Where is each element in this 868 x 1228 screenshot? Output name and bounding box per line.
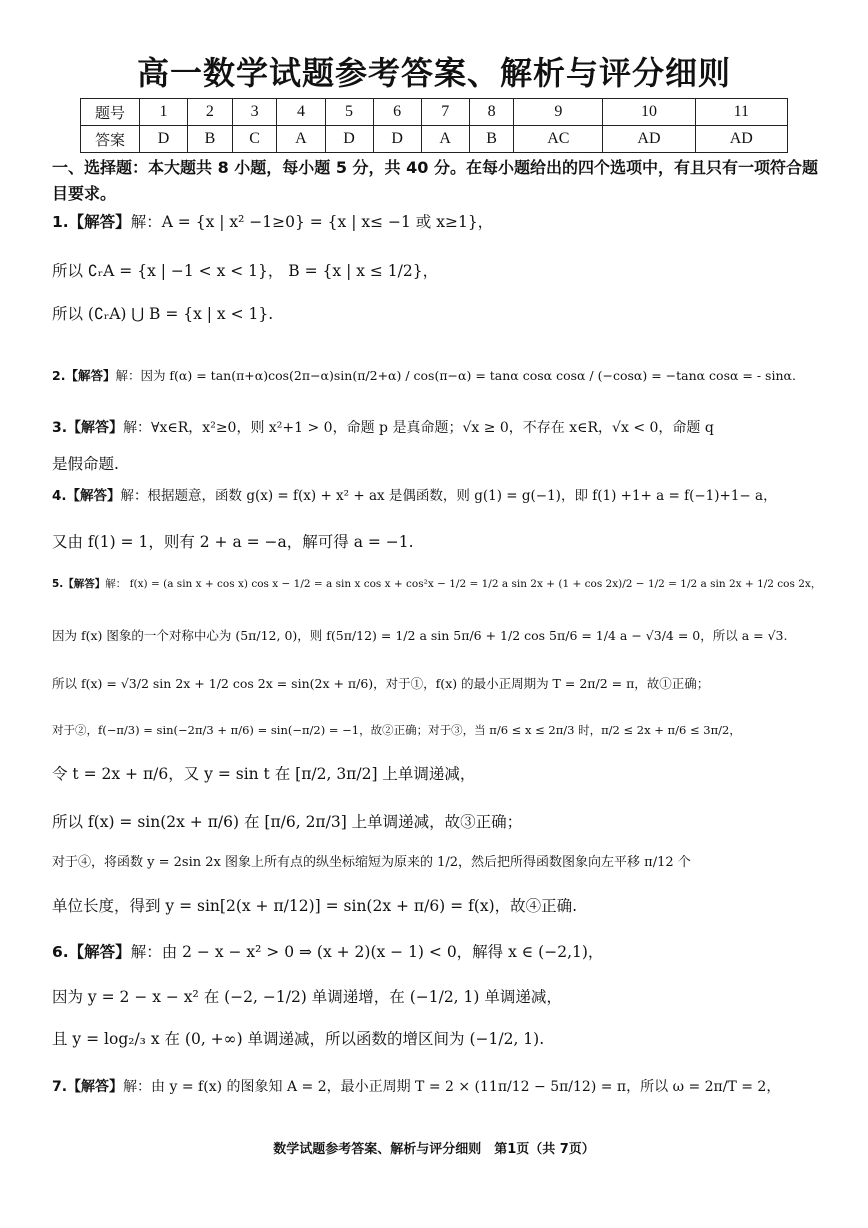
solution-line bbox=[52, 1076, 780, 1096]
answer-table-row-label: 题号 bbox=[81, 99, 140, 126]
solution-text: 解：根据题意，函数 g(x) = f(x) + x² + ax 是偶函数，则 g(1) = g(−1)，即 f(1) +1+ a = f(−1)+1− a， bbox=[120, 488, 777, 504]
question-number: 6 bbox=[373, 99, 421, 126]
page-footer: 数学试题参考答案、解析与评分细则 第1页（共 7页） bbox=[273, 1142, 595, 1157]
solution-text: 因为 f(x) 图象的一个对称中心为 (5π/12, 0)，则 f(5π/12) = 1/2 a sin 5π/6 + 1/2 cos 5π/6 = 1/4 a − √3/4 = 0，所以 a = √3. bbox=[52, 628, 788, 643]
answer-cell: D bbox=[140, 126, 188, 153]
answer-table bbox=[80, 98, 788, 153]
solution-text: 是假命题. bbox=[52, 455, 119, 473]
question-number: 7 bbox=[421, 99, 469, 126]
question-number: 8 bbox=[469, 99, 514, 126]
solution-line bbox=[52, 484, 777, 504]
solution-text: 对于②，f(−π/3) = sin(−2π/3 + π/6) = sin(−π/2) = −1，故②正确；对于③，当 π/6 ≤ x ≤ 2π/3 时，π/2 ≤ 2x + π/6 ≤ 3π/2， bbox=[52, 723, 741, 737]
solution-text: 单位长度，得到 y = sin[2(x + π/12)] = sin(2x + π/6) = f(x)，故④正确. bbox=[52, 897, 578, 915]
solution-line bbox=[52, 940, 603, 962]
answer-cell: B bbox=[188, 126, 233, 153]
solution-line bbox=[52, 530, 414, 552]
answer-cell: AD bbox=[603, 126, 695, 153]
answer-table-answer-row bbox=[81, 126, 788, 153]
solution-text: 解：因为 f(α) = tan(π+α)cos(2π−α)sin(π/2+α) / cos(π−α) = tanα cosα cosα / (−cosα) = −tanα cosα = - sinα. bbox=[115, 368, 796, 383]
solution-line bbox=[52, 810, 522, 832]
page-title: 高一数学试题参考答案、解析与评分细则 bbox=[136, 54, 731, 92]
solution-text: 对于④，将函数 y = 2sin 2x 图象上所有点的纵坐标缩短为原来的 1/2，然后把所得函数图象向左平移 π/12 个 bbox=[52, 855, 691, 870]
solution-text: 解：A = {x | x² −1≥0} = {x | x≤ −1 或 x≥1}， bbox=[130, 213, 494, 231]
answer-cell: B bbox=[469, 126, 514, 153]
question-number: 1 bbox=[140, 99, 188, 126]
solution-text: 所以 f(x) = √3/2 sin 2x + 1/2 cos 2x = sin(2x + π/6)，对于①，f(x) 的最小正周期为 T = 2π/2 = π，故①正确； bbox=[52, 676, 710, 691]
solution-line bbox=[52, 894, 577, 916]
solution-line bbox=[52, 576, 821, 591]
answer-cell: A bbox=[277, 126, 325, 153]
solution-text: 又由 f(1) = 1，则有 2 + a = −a，解可得 a = −1. bbox=[52, 533, 414, 551]
solution-text: 令 t = 2x + π/6，又 y = sin t 在 [π/2, 3π/2] 上单调递减， bbox=[52, 765, 476, 783]
solution-line bbox=[52, 210, 493, 232]
solution-line bbox=[52, 1027, 544, 1049]
question-number: 4 bbox=[277, 99, 325, 126]
solution-tag: 2.【解答】 bbox=[52, 368, 116, 383]
solution-text: 所以 (∁ᵣA) ⋃ B = {x | x < 1}. bbox=[52, 305, 274, 323]
solution-text: 解： f(x) = (a sin x + cos x) cos x − 1/2 = a sin x cos x + cos²x − 1/2 = 1/2 a sin 2x + (1 + cos 2x)/2 − 1/2 = 1/2 a sin 2x + 1/2 cos 2x， bbox=[105, 578, 822, 590]
solution-text: 且 y = log₂/₃ x 在 (0, +∞) 单调递减，所以函数的增区间为 (−1/2, 1). bbox=[52, 1030, 545, 1048]
question-number: 10 bbox=[603, 99, 695, 126]
solution-tag: 3.【解答】 bbox=[52, 420, 124, 436]
solution-line bbox=[52, 366, 796, 384]
answer-cell: AD bbox=[695, 126, 787, 153]
question-number: 9 bbox=[514, 99, 603, 126]
solution-line bbox=[52, 417, 714, 437]
solution-line bbox=[52, 259, 438, 281]
answer-cell: A bbox=[421, 126, 469, 153]
answer-cell: D bbox=[325, 126, 373, 153]
solution-text: 所以 ∁ᵣA = {x | −1 < x < 1}， B = {x | x ≤ 1/2}， bbox=[52, 262, 439, 280]
solution-text: 解：∀x∈R，x²≥0，则 x²+1 > 0，命题 p 是真命题；√x ≥ 0，不存在 x∈R，√x < 0，命题 q bbox=[123, 420, 714, 436]
solution-line bbox=[52, 851, 691, 870]
question-number: 2 bbox=[188, 99, 233, 126]
solution-line bbox=[52, 985, 562, 1007]
solution-tag: 6.【解答】 bbox=[52, 943, 131, 961]
answer-table-row-label: 答案 bbox=[81, 126, 140, 153]
solution-text: 解：由 2 − x − x² > 0 ⇒ (x + 2)(x − 1) < 0，解得 x ∈ (−2,1)， bbox=[130, 943, 604, 961]
solution-tag: 7.【解答】 bbox=[52, 1079, 124, 1095]
answer-cell: AC bbox=[514, 126, 603, 153]
solution-text: 所以 f(x) = sin(2x + π/6) 在 [π/6, 2π/3] 上单调递减，故③正确； bbox=[52, 813, 523, 831]
solution-tag: 1.【解答】 bbox=[52, 213, 131, 231]
solution-line bbox=[52, 674, 709, 692]
solution-line bbox=[52, 626, 787, 644]
answer-cell: C bbox=[232, 126, 277, 153]
answer-cell: D bbox=[373, 126, 421, 153]
question-number: 5 bbox=[325, 99, 373, 126]
solution-tag: 5.【解答】 bbox=[52, 578, 106, 590]
solution-line bbox=[52, 302, 273, 324]
answer-table-number-row bbox=[81, 99, 788, 126]
solution-line bbox=[52, 452, 119, 474]
question-number: 3 bbox=[232, 99, 277, 126]
question-number: 11 bbox=[695, 99, 787, 126]
solution-tag: 4.【解答】 bbox=[52, 488, 121, 504]
solution-line bbox=[52, 722, 741, 738]
solution-line bbox=[52, 762, 475, 784]
solution-text: 解：由 y = f(x) 的图象知 A = 2，最小正周期 T = 2 × (11π/12 − 5π/12) = π，所以 ω = 2π/T = 2， bbox=[123, 1079, 781, 1095]
solution-text: 因为 y = 2 − x − x² 在 (−2, −1/2) 单调递增，在 (−1/2, 1) 单调递减， bbox=[52, 988, 562, 1006]
section-title: 一、选择题：本大题共 8 小题，每小题 5 分，共 40 分。在每小题给出的四个选项中，有且只有一项符合题目要求。 bbox=[52, 158, 818, 203]
